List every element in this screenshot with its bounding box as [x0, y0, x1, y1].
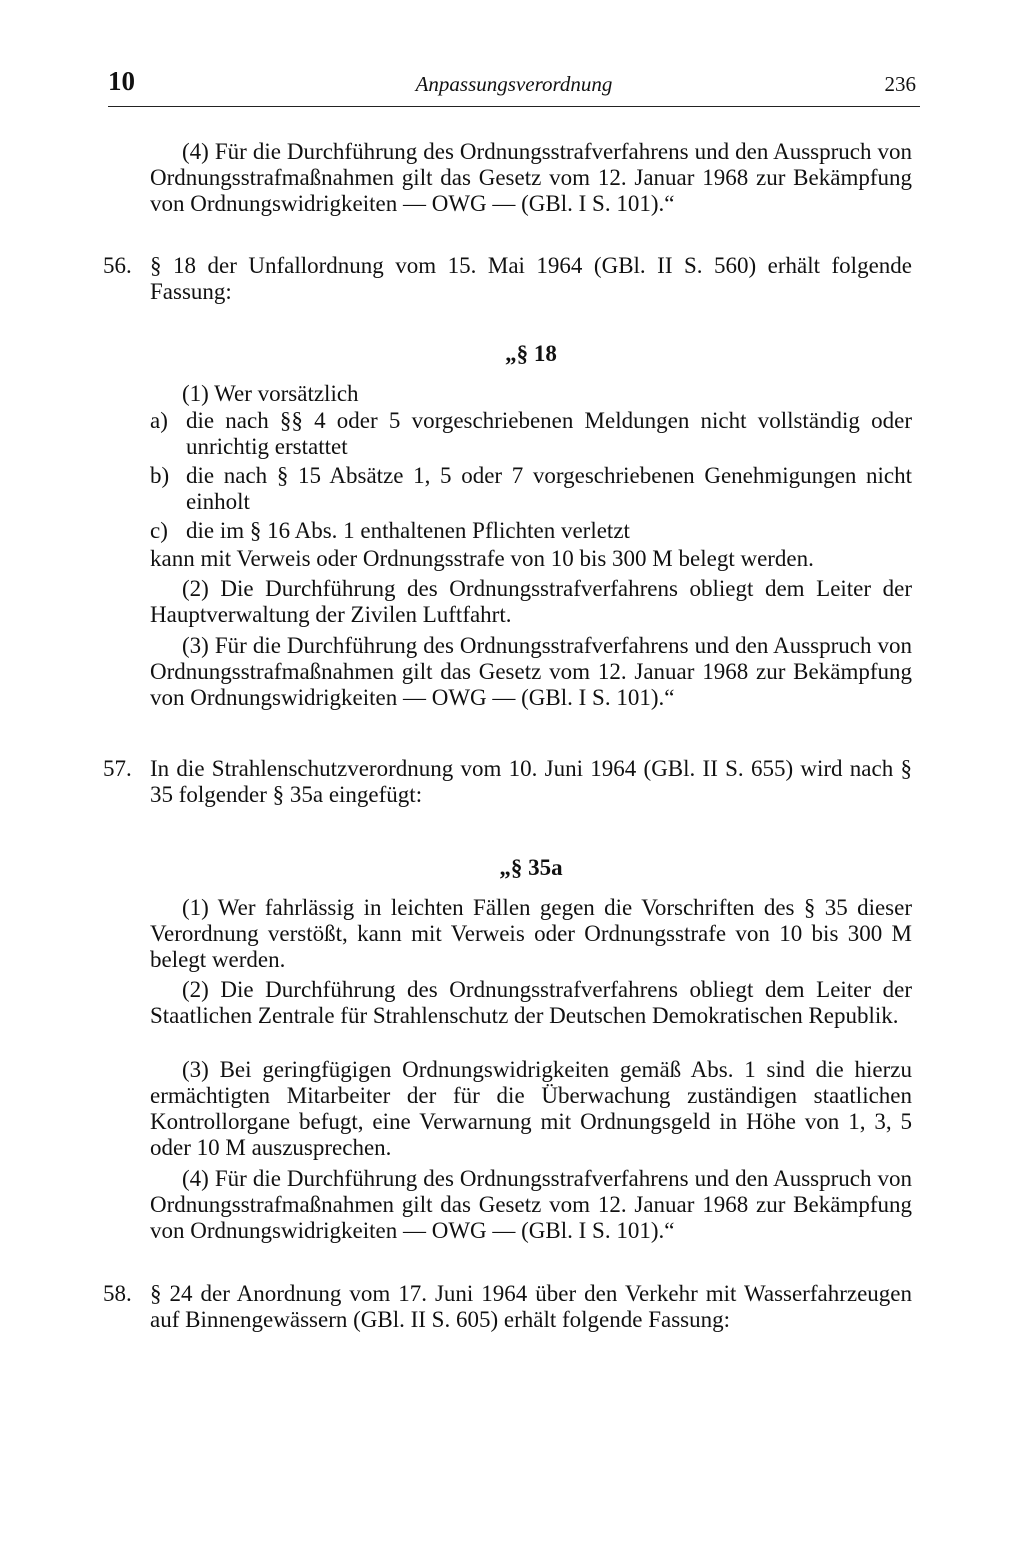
item-56-number: 56. [103, 253, 132, 278]
list-item-a-text: die nach §§ 4 oder 5 vorgeschriebenen Meldungen nicht vollständig oder unrichtig erstattet [186, 408, 912, 459]
running-title: Anpassungsverordnung [415, 72, 613, 96]
item-56-para-1-intro: (1) Wer vorsätzlich [182, 381, 359, 406]
page-header [108, 66, 920, 107]
item-57-para-3: (3) Bei geringfügigen Ordnungswidrigkeiten gemäß Abs. 1 sind die hierzu ermächtigten Mitarbeiter der für die Überwachung zuständigen staatlichen Kontrollorgane befugt, eine Verwarnung mit Ordnungsgeld in Höhe von 1, 3, 5 oder 10 M auszusprechen. [150, 1057, 912, 1160]
item-56-section-heading: „§ 18 [505, 341, 557, 366]
intro-paragraph-4: (4) Für die Durchführung des Ordnungsstrafverfahrens und den Ausspruch von Ordnungsstrafmaßnahmen gilt das Gesetz vom 12. Januar 1968 zur Bekämpfung von Ordnungswidrigkeiten — OWG — (GBl. I S. 101).“ [150, 139, 912, 216]
item-58-number: 58. [103, 1281, 132, 1306]
item-57-text: In die Strahlenschutzverordnung vom 10. Juni 1964 (GBl. II S. 655) wird nach § 35 folgender § 35a eingefügt: [150, 756, 912, 807]
item-56-para-3: (3) Für die Durchführung des Ordnungsstrafverfahrens und den Ausspruch von Ordnungsstrafmaßnahmen gilt das Gesetz vom 12. Januar 1968 zur Bekämpfung von Ordnungswidrigkeiten — OWG — (GBl. I S. 101).“ [150, 633, 912, 710]
item-56-para-2: (2) Die Durchführung des Ordnungsstrafverfahrens obliegt dem Leiter der Hauptverwaltung der Zivilen Luftfahrt. [150, 576, 912, 627]
list-item-a-marker: a) [150, 408, 168, 433]
list-item-c-text: die im § 16 Abs. 1 enthaltenen Pflichten verletzt [186, 518, 630, 543]
item-56-para-1-end: kann mit Verweis oder Ordnungsstrafe von 10 bis 300 M belegt werden. [150, 546, 814, 571]
list-item-c-marker: c) [150, 518, 168, 543]
list-item-b-text: die nach § 15 Absätze 1, 5 oder 7 vorgeschriebenen Genehmigungen nicht einholt [186, 463, 912, 514]
item-57-para-1: (1) Wer fahrlässig in leichten Fällen gegen die Vorschriften des § 35 dieser Verordnung verstößt, kann mit Verweis oder Ordnungsstrafe von 10 bis 300 M belegt werden. [150, 895, 912, 972]
item-56-text: § 18 der Unfallordnung vom 15. Mai 1964 (GBl. II S. 560) erhält folgende Fassung: [150, 253, 912, 304]
item-57-section-heading: „§ 35a [499, 855, 563, 880]
item-57-number: 57. [103, 756, 132, 781]
page-number: 236 [884, 72, 916, 96]
list-item-b-marker: b) [150, 463, 170, 488]
item-57-para-2: (2) Die Durchführung des Ordnungsstrafverfahrens obliegt dem Leiter der Staatlichen Zentrale für Strahlenschutz der Deutschen Demokratischen Republik. [150, 977, 912, 1028]
item-58-text: § 24 der Anordnung vom 17. Juni 1964 über den Verkehr mit Wasserfahrzeugen auf Binnengewässern (GBl. II S. 605) erhält folgende Fassung: [150, 1281, 912, 1332]
section-number: 10 [108, 66, 135, 96]
item-57-para-4: (4) Für die Durchführung des Ordnungsstrafverfahrens und den Ausspruch von Ordnungsstrafmaßnahmen gilt das Gesetz vom 12. Januar 1968 zur Bekämpfung von Ordnungswidrigkeiten — OWG — (GBl. I S. 101).“ [150, 1166, 912, 1243]
